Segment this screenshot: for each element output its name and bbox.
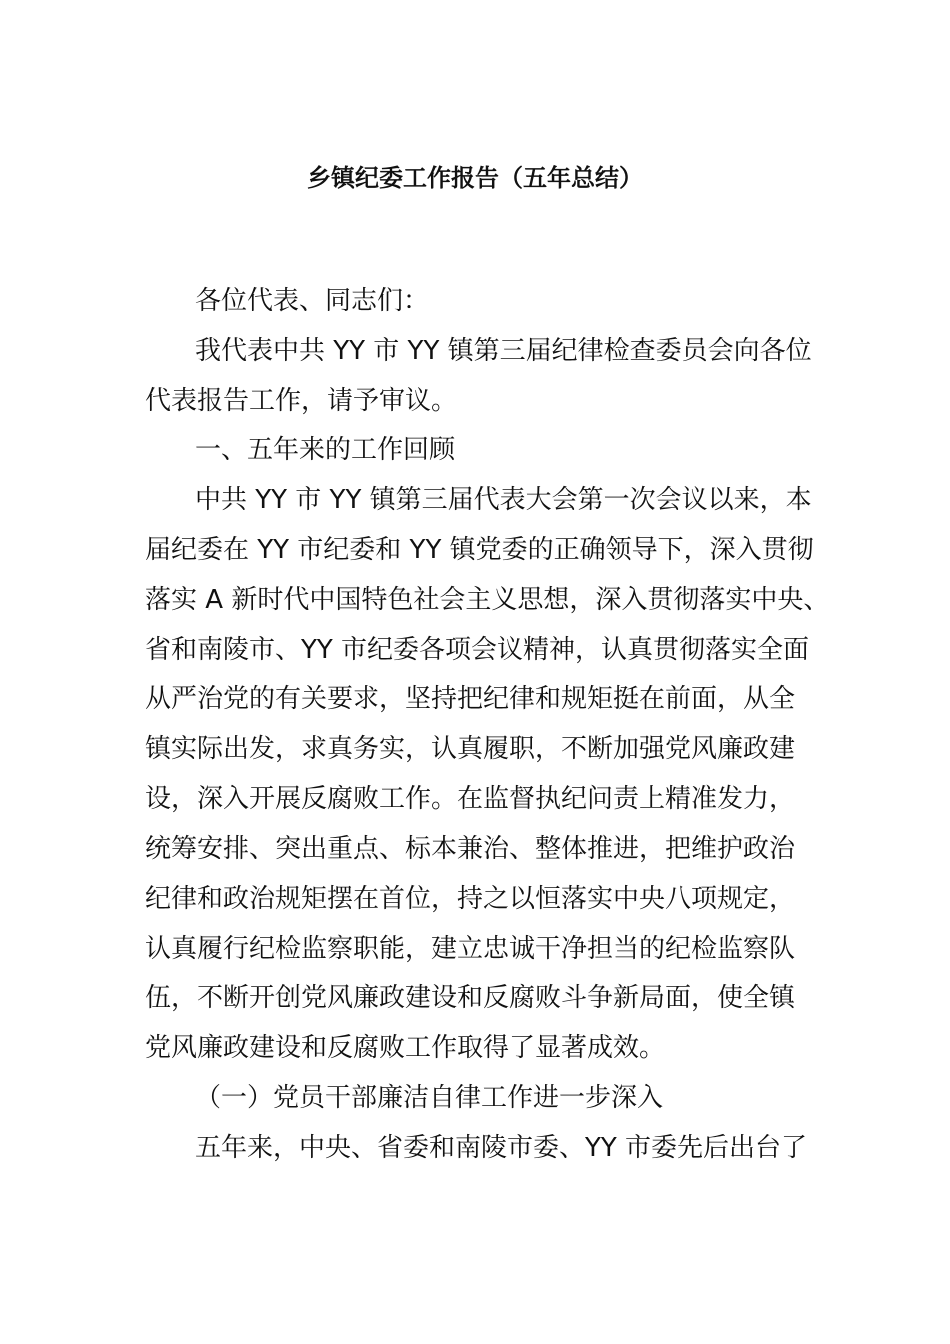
paragraph-line: 从严治党的有关要求，坚持把纪律和规矩挺在前面，从全	[145, 684, 796, 714]
paragraph-line: 我代表中共 YY 市 YY 镇第三届纪律检查委员会向各位	[195, 336, 812, 366]
section-heading: 一、五年来的工作回顾	[195, 435, 456, 465]
paragraph-line: 纪律和政治规矩摆在首位，持之以恒落实中央八项规定，	[145, 884, 796, 914]
paragraph-line: 镇实际出发，求真务实，认真履职，不断加强党风廉政建	[145, 734, 796, 764]
paragraph-line: 落实 A 新时代中国特色社会主义思想，深入贯彻落实中央、	[145, 585, 830, 615]
paragraph-line: 代表报告工作，请予审议。	[145, 386, 458, 416]
paragraph-line: 设，深入开展反腐败工作。在监督执纪问责上精准发力，	[145, 784, 796, 814]
paragraph-line: 伍，不断开创党风廉政建设和反腐败斗争新局面，使全镇	[145, 983, 796, 1013]
paragraph-line: 统筹安排、突出重点、标本兼治、整体推进，把维护政治	[145, 834, 796, 864]
document-title: 乡镇纪委工作报告（五年总结）	[307, 164, 643, 192]
paragraph-line: 中共 YY 市 YY 镇第三届代表大会第一次会议以来，本	[195, 485, 812, 515]
paragraph-line: 省和南陵市、YY 市纪委各项会议精神，认真贯彻落实全面	[145, 635, 810, 665]
subsection-heading: （一）党员干部廉洁自律工作进一步深入	[195, 1083, 664, 1113]
paragraph-line: 届纪委在 YY 市纪委和 YY 镇党委的正确领导下，深入贯彻	[145, 535, 814, 565]
salutation: 各位代表、同志们：	[195, 286, 430, 316]
paragraph-line: 认真履行纪检监察职能，建立忠诚干净担当的纪检监察队	[145, 934, 796, 964]
paragraph-line: 五年来，中央、省委和南陵市委、YY 市委先后出台了	[195, 1133, 808, 1163]
paragraph-line: 党风廉政建设和反腐败工作取得了显著成效。	[145, 1033, 666, 1063]
